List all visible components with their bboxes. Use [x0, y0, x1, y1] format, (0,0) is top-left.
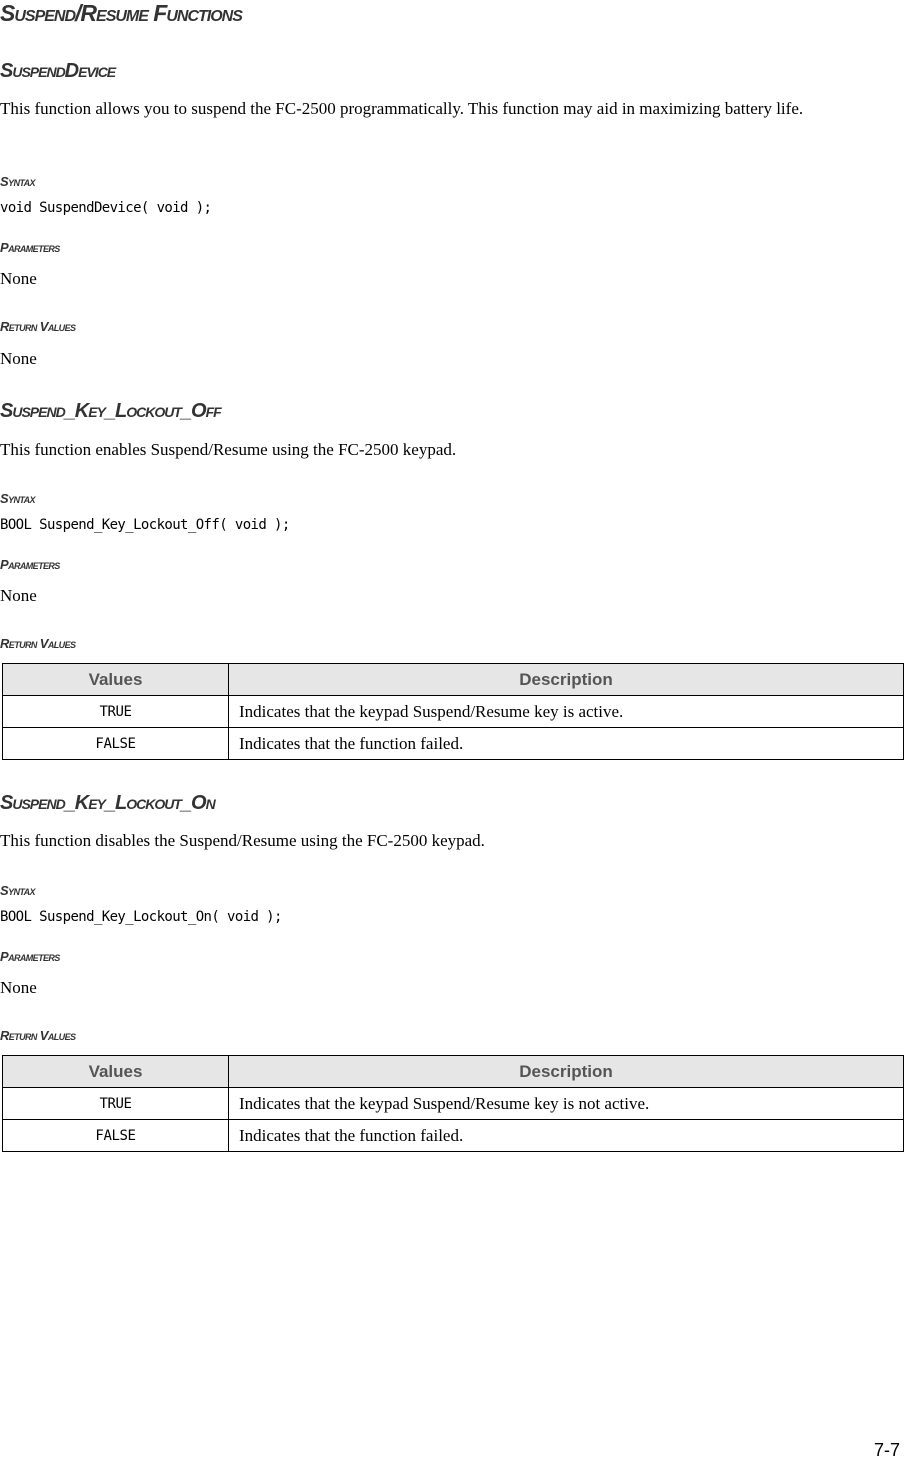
syntax-heading: Syntax	[0, 174, 35, 189]
return-values-table	[2, 663, 904, 760]
parameters-text: None	[0, 586, 37, 605]
section-description: This function enables Suspend/Resume using the FC-2500 keypad.	[0, 440, 457, 459]
column-header-values: Values	[3, 664, 229, 696]
column-header-values: Values	[3, 1056, 229, 1088]
return-values-heading: Return Values	[0, 319, 76, 334]
return-values-table	[2, 1055, 904, 1152]
value-cell: FALSE	[3, 1120, 229, 1152]
syntax-code: void SuspendDevice( void );	[0, 200, 212, 216]
table-header-row	[3, 1056, 904, 1088]
chapter-title: Suspend/Resume Functions	[0, 0, 242, 26]
section-title-suspenddevice: SuspendDevice	[0, 60, 116, 82]
table-row	[3, 728, 904, 760]
syntax-heading: Syntax	[0, 883, 35, 898]
section-description: This function allows you to suspend the FC-2500 programmatically. This function may aid in maximizing battery life.	[0, 99, 804, 118]
value-cell: FALSE	[3, 728, 229, 760]
syntax-heading: Syntax	[0, 491, 35, 506]
description-cell: Indicates that the keypad Suspend/Resume key is not active.	[229, 1088, 904, 1120]
return-values-text: None	[0, 349, 37, 368]
table-row	[3, 1120, 904, 1152]
parameters-heading: Parameters	[0, 557, 60, 572]
table-row	[3, 696, 904, 728]
section-description: This function disables the Suspend/Resume using the FC-2500 keypad.	[0, 831, 485, 850]
syntax-code: BOOL Suspend_Key_Lockout_On( void );	[0, 909, 282, 925]
description-cell: Indicates that the function failed.	[229, 1120, 904, 1152]
section-title-lockout-off: Suspend_Key_Lockout_Off	[0, 400, 221, 422]
parameters-heading: Parameters	[0, 240, 60, 255]
column-header-description: Description	[229, 664, 904, 696]
description-cell: Indicates that the function failed.	[229, 728, 904, 760]
value-cell: TRUE	[3, 1088, 229, 1120]
table-row	[3, 1088, 904, 1120]
section-title-lockout-on: Suspend_Key_Lockout_On	[0, 792, 215, 814]
syntax-code: BOOL Suspend_Key_Lockout_Off( void );	[0, 517, 290, 533]
return-values-heading: Return Values	[0, 1028, 76, 1043]
parameters-text: None	[0, 978, 37, 997]
return-values-heading: Return Values	[0, 636, 76, 651]
parameters-heading: Parameters	[0, 949, 60, 964]
column-header-description: Description	[229, 1056, 904, 1088]
parameters-text: None	[0, 269, 37, 288]
description-cell: Indicates that the keypad Suspend/Resume key is active.	[229, 696, 904, 728]
table-header-row	[3, 664, 904, 696]
value-cell: TRUE	[3, 696, 229, 728]
page-number: 7-7	[873, 1440, 900, 1460]
